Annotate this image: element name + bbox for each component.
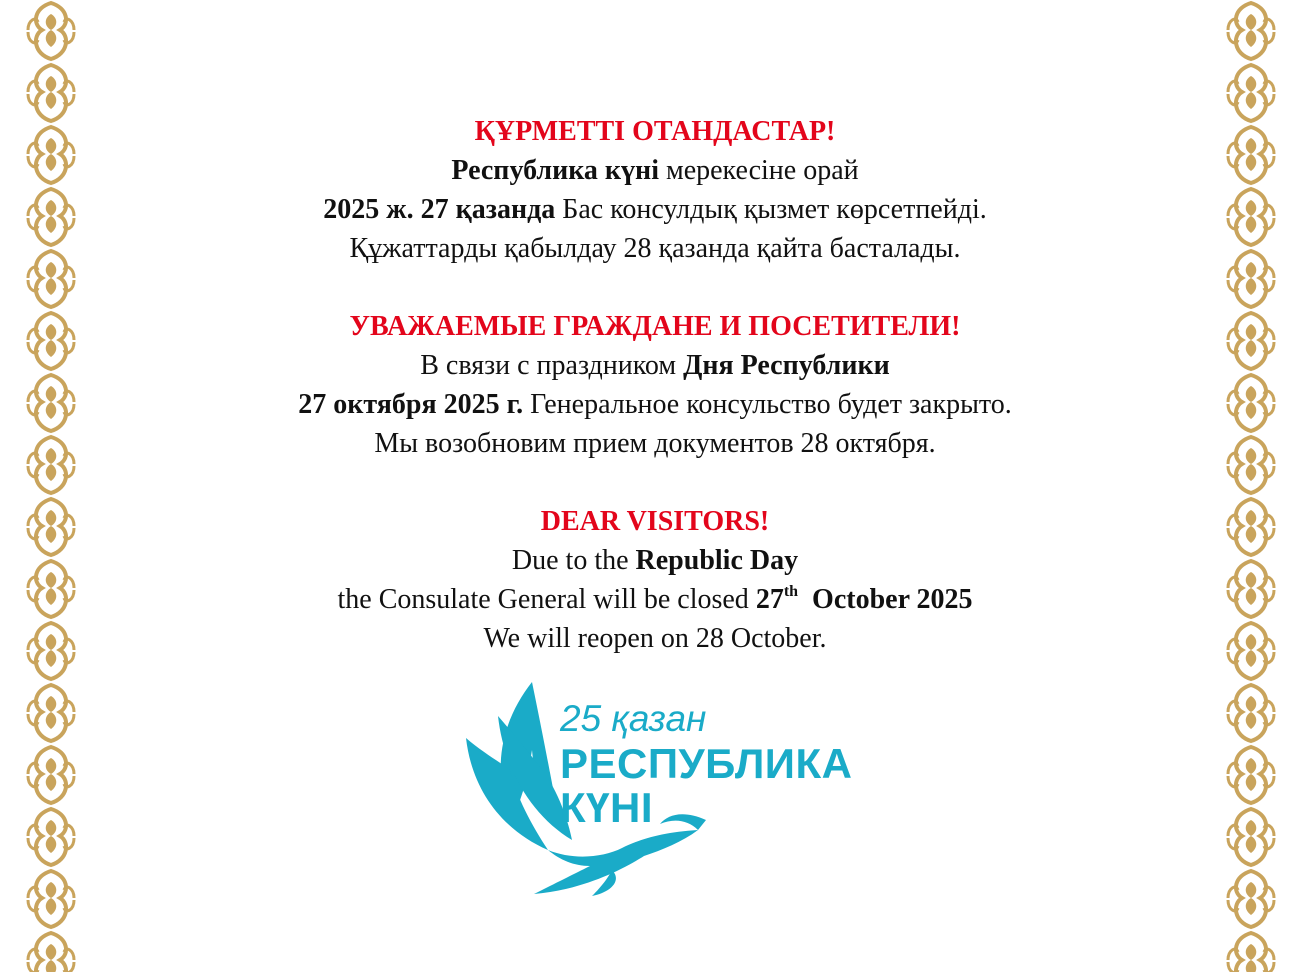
- russian-line-1: [150, 346, 1160, 385]
- english-line-2-month: October 2025: [798, 584, 973, 615]
- kazakh-line-2-text: Бас консулдық қызмет көрсетпейді.: [555, 194, 987, 225]
- russian-section: [150, 307, 1160, 463]
- russian-line-2: [150, 385, 1160, 424]
- english-line-1: [150, 541, 1160, 580]
- logo-title-line-1: РЕСПУБЛИКА: [560, 740, 853, 787]
- kazakh-section: [150, 112, 1160, 268]
- russian-line-1-text: В связи с праздником: [420, 350, 684, 381]
- english-line-3: We will reopen on 28 October.: [483, 623, 827, 654]
- logo-title-line-2: КҮНІ: [560, 784, 653, 831]
- russian-line-3: Мы возобновим прием документов 28 октября.: [374, 428, 936, 459]
- russian-line-2-text: Генеральное консульство будет закрыто.: [523, 389, 1012, 420]
- kazakh-line-2-bold: 2025 ж. 27 қазанда: [323, 194, 556, 225]
- kazakh-line-1: [150, 151, 1160, 190]
- kazakh-line-2: [150, 190, 1160, 229]
- english-line-2-day: 27: [755, 584, 784, 615]
- kazakh-line-1-text: мерекесіне орай: [658, 155, 859, 186]
- english-section: [150, 502, 1160, 658]
- right-ornament-border: [1224, 0, 1278, 972]
- russian-heading: УВАЖАЕМЫЕ ГРАЖДАНЕ И ПОСЕТИТЕЛИ!: [349, 311, 961, 342]
- russian-line-2-bold: 27 октября 2025 г.: [298, 389, 524, 420]
- kazakh-line-1-bold: Республика күні: [451, 155, 659, 186]
- english-line-1-text: Due to the: [511, 545, 636, 576]
- english-line-2-text: the Consulate General will be closed: [337, 584, 756, 615]
- left-ornament-border: [24, 0, 78, 972]
- logo-date: 25 қазан: [560, 698, 707, 739]
- english-line-2: [150, 580, 1160, 619]
- english-heading: DEAR VISITORS!: [540, 506, 770, 537]
- kazakh-line-3: Құжаттарды қабылдау 28 қазанда қайта басталады.: [349, 233, 961, 264]
- kazakh-heading: ҚҰРМЕТТІ ОТАНДАСТАР!: [474, 116, 836, 147]
- english-line-1-bold: Republic Day: [635, 545, 799, 576]
- english-line-2-ordinal: th: [783, 583, 799, 600]
- russian-line-1-bold: Дня Республики: [683, 350, 890, 381]
